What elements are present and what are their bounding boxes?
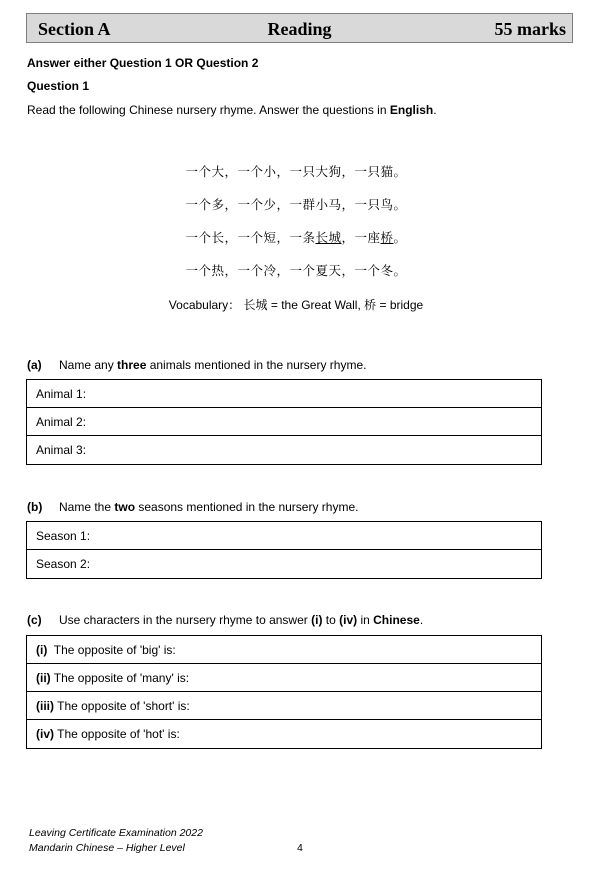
part-c-em-3: Chinese (373, 613, 420, 627)
part-b-heading (27, 500, 358, 514)
vocabulary-term-1: 长城 (243, 298, 268, 312)
vocabulary-term-2: 桥 (364, 298, 377, 312)
part-c-text-3: in (357, 613, 374, 627)
part-c-heading (27, 613, 423, 627)
vocabulary-gloss-1: = the Great Wall, (267, 298, 361, 312)
part-c-text-4: . (419, 613, 424, 627)
answer-row-label: The opposite of 'short' is: (54, 699, 190, 713)
vocabulary-gloss-2: = bridge (376, 298, 424, 312)
part-c-answer-table (26, 635, 542, 749)
answer-row-number: (i) (36, 643, 48, 657)
underlined-great-wall: 长城 (315, 230, 342, 245)
section-marks: 55 marks (494, 19, 566, 39)
vocabulary-line (0, 296, 592, 313)
vocabulary-label: Vocabulary： (168, 298, 241, 312)
answer-row-number: (ii) (36, 671, 51, 685)
part-c-em-2: (iv) (339, 613, 358, 627)
rhyme-line-1: 一个大，一个小，一只大狗，一只猫。 (185, 164, 407, 179)
rhyme-line-2: 一个多，一个少，一群小马，一只鸟。 (185, 197, 407, 212)
answer-row-label: Season 2: (36, 557, 91, 571)
answer-row-label: Animal 1: (36, 387, 87, 401)
footer-exam: Leaving Certificate Examination 2022 (29, 827, 203, 839)
intro-text-after: . (433, 103, 437, 117)
part-b-text-before: Name the (59, 500, 115, 514)
part-a-text-after: animals mentioned in the nursery rhyme. (146, 358, 367, 372)
answer-row-ii[interactable] (27, 664, 541, 692)
answer-row-label: The opposite of 'hot' is: (54, 727, 180, 741)
part-b-emphasis: two (114, 500, 136, 514)
section-label: Section A (38, 19, 111, 39)
intro-emphasis: English (389, 103, 434, 117)
answer-row-number: (iii) (36, 699, 54, 713)
answer-row-iii[interactable] (27, 692, 541, 720)
answer-row-number: (iv) (36, 727, 54, 741)
instruction: Answer either Question 1 OR Question 2 (27, 56, 259, 70)
footer-subject: Mandarin Chinese – Higher Level (29, 842, 185, 854)
answer-row-label: The opposite of 'big' is: (47, 643, 176, 657)
rhyme-line-3-part3: 。 (393, 230, 407, 245)
rhyme-line-3-part1: 一个长，一个短，一条 (185, 230, 316, 245)
intro-text-before: Read the following Chinese nursery rhyme. Answer the questions in (27, 103, 390, 117)
part-a-answer-table (26, 379, 542, 465)
section-banner (26, 13, 573, 43)
part-c-em-1: (i) (311, 613, 323, 627)
answer-row-animal-1[interactable] (27, 380, 541, 408)
answer-row-i[interactable] (27, 636, 541, 664)
answer-row-season-2[interactable] (27, 550, 541, 578)
part-c-letter: (c) (27, 613, 42, 627)
answer-row-animal-3[interactable] (27, 436, 541, 464)
part-b-answer-table (26, 521, 542, 579)
answer-row-label: The opposite of 'many' is: (50, 671, 190, 685)
answer-row-animal-2[interactable] (27, 408, 541, 436)
answer-row-label: Season 1: (36, 529, 91, 543)
page-number: 4 (297, 842, 303, 854)
intro-text (27, 103, 437, 117)
part-b-text-after: seasons mentioned in the nursery rhyme. (135, 500, 359, 514)
rhyme-line-3 (0, 228, 592, 246)
section-title: Reading (267, 19, 332, 39)
rhyme-line-4: 一个热，一个冷，一个夏天，一个冬。 (185, 263, 407, 278)
underlined-bridge: 桥 (380, 230, 394, 245)
part-c-text-1: Use characters in the nursery rhyme to answer (59, 613, 312, 627)
part-c-text-2: to (322, 613, 340, 627)
answer-row-label: Animal 2: (36, 415, 87, 429)
question-label: Question 1 (27, 79, 90, 93)
part-a-text-before: Name any (59, 358, 118, 372)
answer-row-iv[interactable] (27, 720, 541, 748)
part-a-emphasis: three (117, 358, 147, 372)
part-a-letter: (a) (27, 358, 42, 372)
rhyme-line-3-part2: ，一座 (341, 230, 381, 245)
answer-row-label: Animal 3: (36, 443, 87, 457)
answer-row-season-1[interactable] (27, 522, 541, 550)
part-b-letter: (b) (27, 500, 43, 514)
part-a-heading (27, 358, 366, 372)
